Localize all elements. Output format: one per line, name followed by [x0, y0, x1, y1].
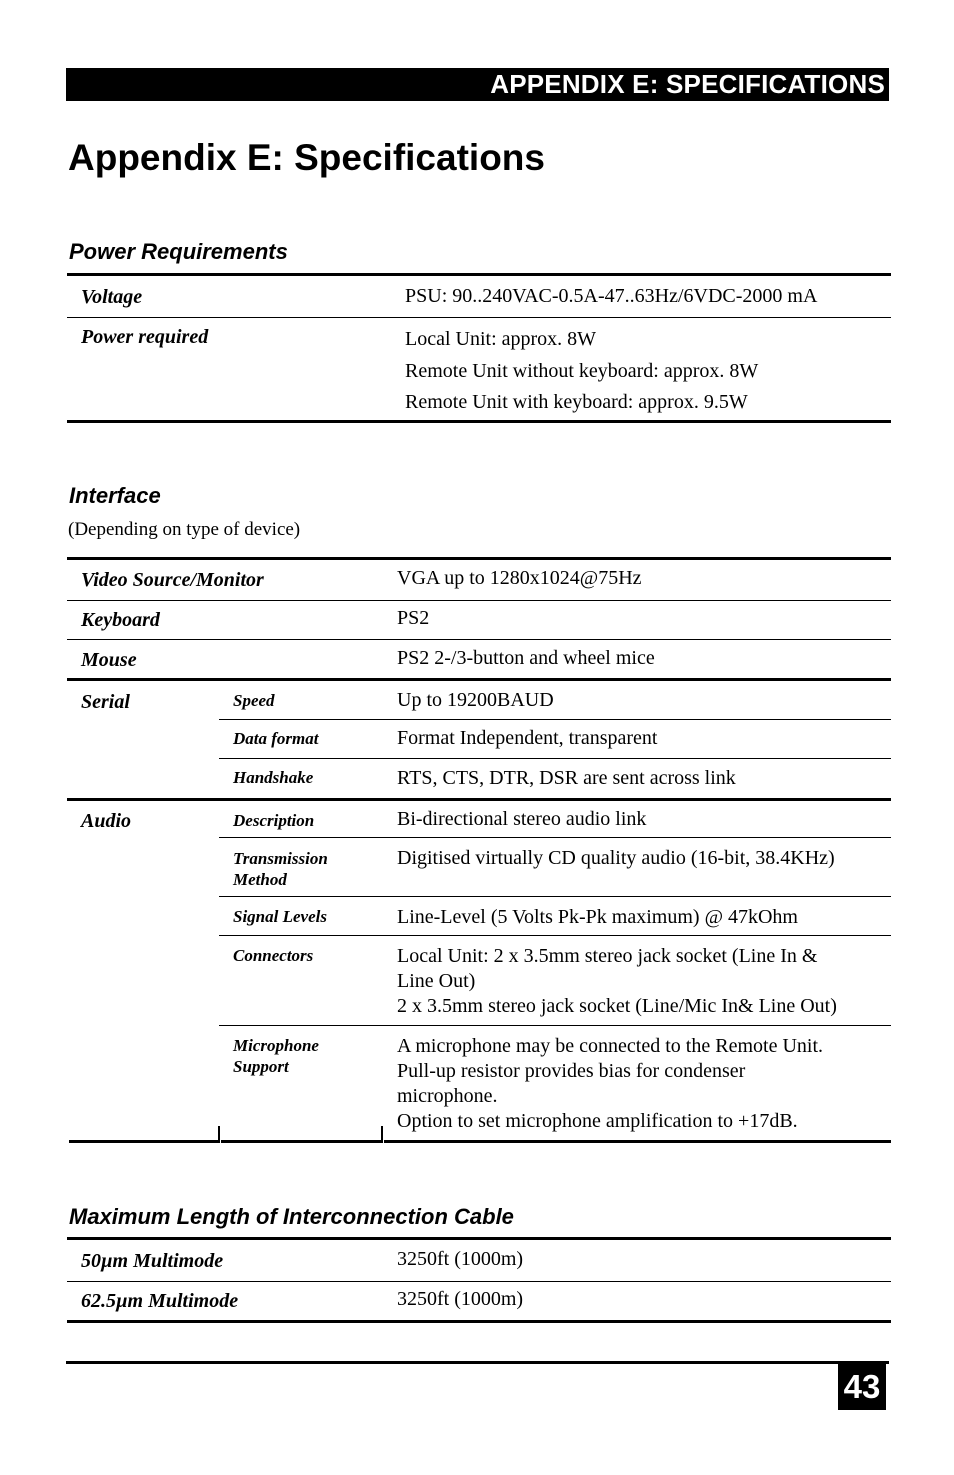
sub-value-data-format: Format Independent, transparent: [397, 727, 658, 749]
table-rule: [67, 1237, 891, 1240]
sub-label-microphone-support: Microphone Support: [233, 1036, 319, 1076]
table-rule: [67, 420, 891, 423]
row-label-62um: 62.5µm Multimode: [81, 1290, 239, 1312]
row-label-power-required: Power required: [81, 326, 209, 348]
row-label-audio: Audio: [81, 810, 132, 832]
running-header: APPENDIX E: SPECIFICATIONS: [66, 68, 889, 101]
table-rule: [67, 798, 891, 801]
table-rule: [67, 557, 891, 560]
row-value-mouse: PS2 2-/3-button and wheel mice: [397, 647, 655, 669]
table-rule: [67, 1320, 891, 1323]
sub-value-handshake: RTS, CTS, DTR, DSR are sent across link: [397, 767, 736, 789]
column-divider: [381, 1126, 383, 1143]
sub-label-signal-levels: Signal Levels: [233, 907, 327, 926]
column-divider: [218, 1126, 220, 1143]
table-rule: [69, 1140, 218, 1143]
sub-label-speed: Speed: [233, 691, 275, 710]
page-title: Appendix E: Specifications: [68, 137, 545, 178]
row-label-video: Video Source/Monitor: [81, 569, 264, 591]
sub-label-connectors: Connectors: [233, 946, 314, 965]
sub-label-description: Description: [233, 811, 315, 830]
table-rule: [219, 719, 891, 720]
row-value-video: VGA up to 1280x1024@75Hz: [397, 567, 642, 589]
sub-label-data-format: Data format: [233, 729, 319, 748]
table-rule: [384, 1140, 891, 1143]
sub-value-description: Bi-directional stereo audio link: [397, 808, 647, 830]
row-value-voltage: PSU: 90..240VAC-0.5A-47..63Hz/6VDC-2000 mA: [405, 285, 818, 307]
sub-label-transmission-method: Transmission Method: [233, 849, 328, 889]
sub-value-connectors: Local Unit: 2 x 3.5mm stereo jack socket (Line In & Line Out) 2 x 3.5mm stereo jack socket (Line/Mic In& Line Out): [397, 945, 837, 1017]
sub-value-speed: Up to 19200BAUD: [397, 689, 554, 711]
table-rule: [219, 935, 891, 936]
page-number: 43: [838, 1364, 886, 1410]
sub-label-handshake: Handshake: [233, 768, 314, 787]
table-rule: [219, 896, 891, 897]
row-value-62um: 3250ft (1000m): [397, 1288, 524, 1310]
table-rule: [67, 639, 891, 640]
table-rule: [67, 273, 891, 276]
row-value-power-required: Local Unit: approx. 8W Remote Unit without keyboard: approx. 8W Remote Unit with keyboard: approx. 9.5W: [405, 328, 759, 413]
footer-rule: [66, 1361, 889, 1364]
row-label-mouse: Mouse: [81, 649, 137, 671]
sub-value-transmission-method: Digitised virtually CD quality audio (16-bit, 38.4KHz): [397, 847, 835, 869]
row-value-keyboard: PS2: [397, 607, 430, 629]
sub-value-signal-levels: Line-Level (5 Volts Pk-Pk maximum) @ 47kOhm: [397, 906, 798, 928]
table-rule: [219, 1025, 891, 1026]
interface-note: (Depending on type of device): [68, 519, 301, 540]
row-label-50um: 50µm Multimode: [81, 1250, 224, 1272]
section-title-interface: Interface: [69, 483, 161, 508]
table-rule: [67, 600, 891, 601]
row-label-serial: Serial: [81, 691, 130, 713]
section-title-cable: Maximum Length of Interconnection Cable: [69, 1204, 514, 1229]
table-rule: [67, 317, 891, 318]
table-rule: [219, 758, 891, 759]
table-rule: [67, 678, 891, 681]
table-rule: [67, 1281, 891, 1282]
row-label-voltage: Voltage: [81, 286, 143, 308]
row-label-keyboard: Keyboard: [81, 609, 160, 631]
row-value-50um: 3250ft (1000m): [397, 1248, 524, 1270]
table-rule: [221, 1140, 381, 1143]
section-title-power: Power Requirements: [69, 239, 288, 264]
table-rule: [219, 837, 891, 838]
sub-value-microphone-support: A microphone may be connected to the Remote Unit. Pull-up resistor provides bias for condenser microphone. Option to set microphone amplification to +17dB.: [397, 1035, 823, 1132]
